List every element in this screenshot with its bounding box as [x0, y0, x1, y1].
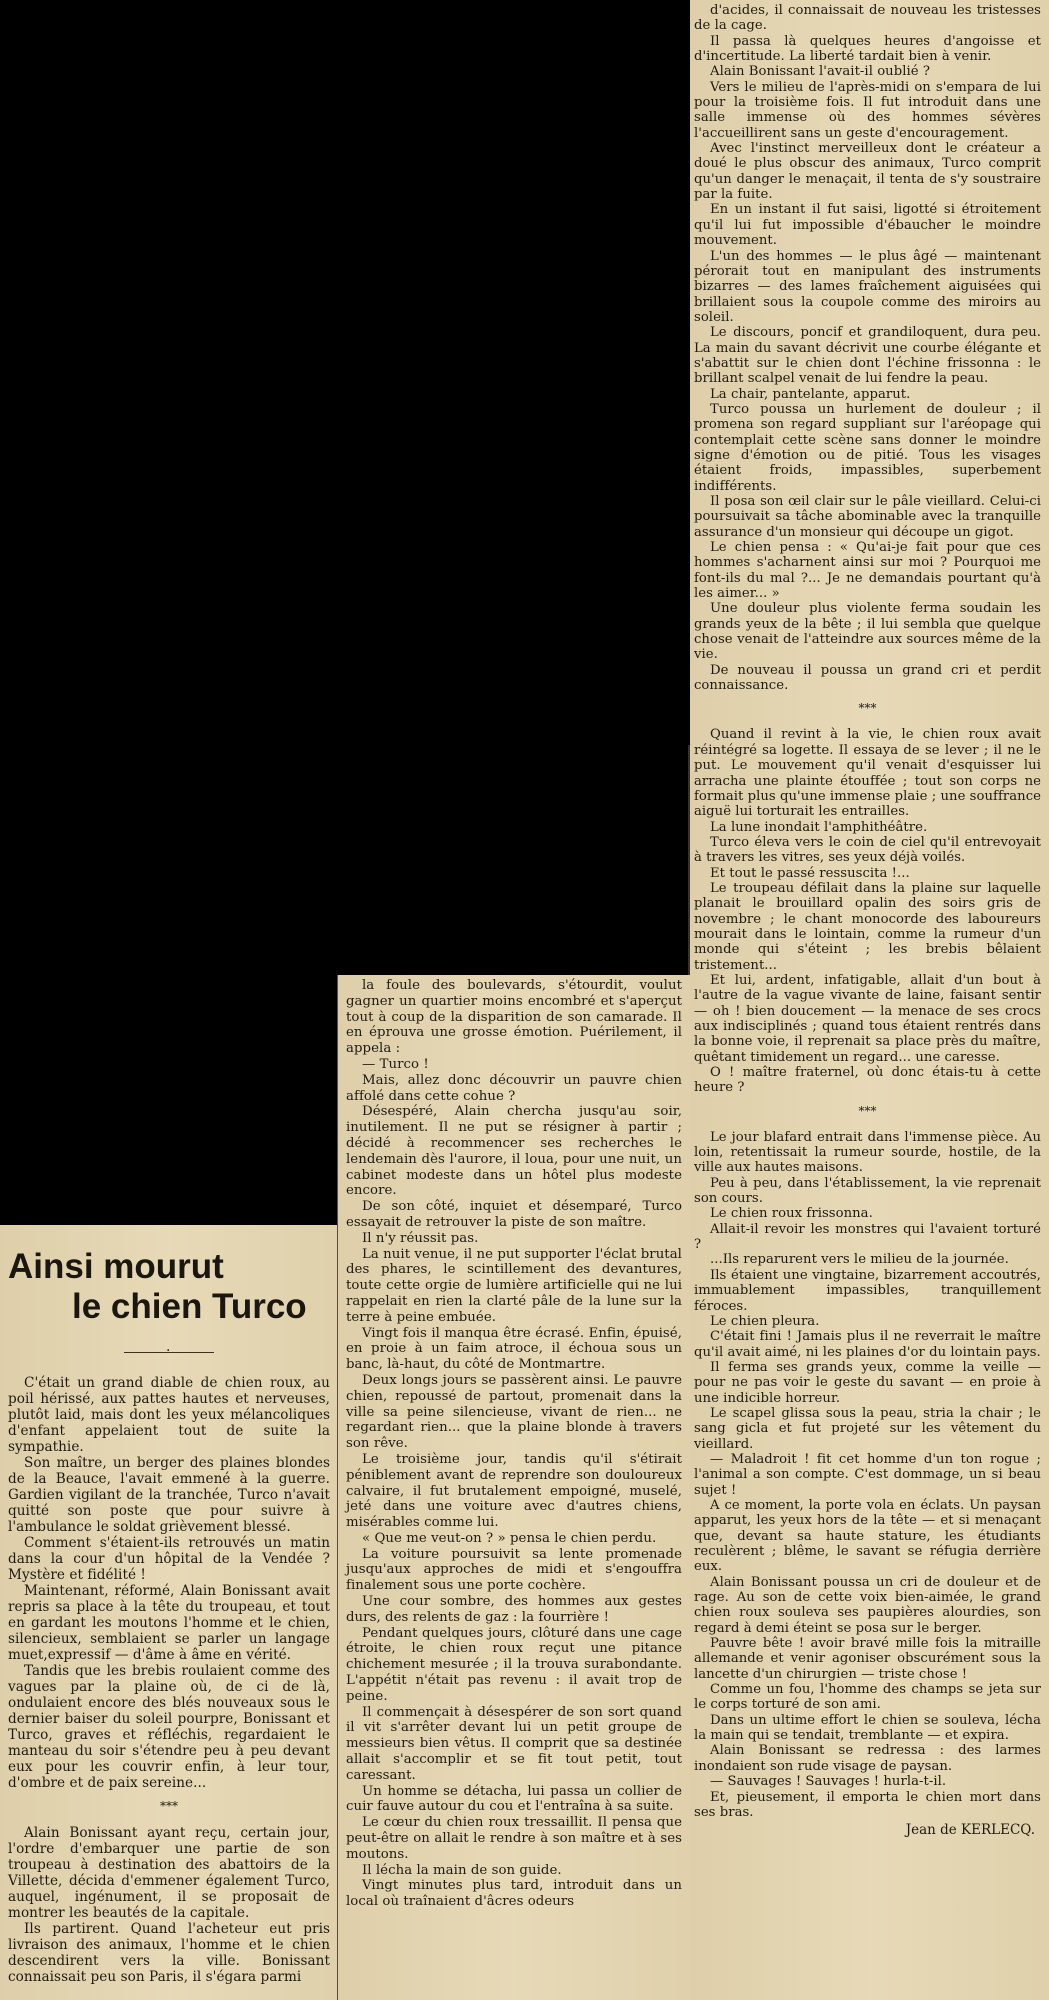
author-signature: Jean de KERLECQ.	[905, 1822, 1035, 1839]
paragraph: Le cœur du chien roux tressaillit. Il pensa que peut-être on allait le rendre à son maître et à ses moutons.	[346, 1815, 682, 1862]
paragraph: Vingt fois il manqua être écrasé. Enfin, épuisé, en proie à un faim atroce, il échoua sous un banc, là-haut, du côté de Montmartre.	[346, 1325, 682, 1373]
paragraph: Pendant quelques jours, clôturé dans une cage étroite, le chien roux reçut une pitance chichement mesurée ; il la trouva surabondante. L'appétit n'était pas revenu : il avait trop de peine.	[346, 1625, 682, 1704]
paragraph: Une douleur plus violente ferma soudain les grands yeux de la bête ; il lui sembla que quelque chose venait de l'atteindre aux sources même de la vie.	[694, 601, 1041, 663]
paragraph: — Turco !	[362, 1056, 429, 1072]
paragraph: La voiture poursuivit sa lente promenade jusqu'aux approches de midi et s'engouffra finalement sous une porte cochère.	[346, 1546, 682, 1594]
clipping-column-3	[690, 0, 1049, 2000]
section-separator: ***	[160, 1799, 178, 1813]
paragraph: La chair, pantelante, apparut.	[710, 386, 911, 402]
paragraph: La lune inondait l'amphithéâtre.	[710, 819, 928, 835]
paragraph: Alain Bonissant ayant reçu, certain jour, l'ordre d'embarquer une partie de son troupeau à destination des abattoirs de la Villette, décida d'emmener également Turco, auquel, ingénument, il se proposait de montrer les beautés de la capitale.	[8, 1825, 330, 1921]
paragraph: Comme un fou, l'homme des champs se jeta sur le corps torturé de son ami.	[694, 1682, 1041, 1713]
paragraph: Vingt minutes plus tard, introduit dans un local où traînaient d'âcres odeurs	[346, 1878, 682, 1910]
paragraph: « Que me veut-on ? » pensa le chien perdu.	[362, 1530, 657, 1546]
title-ornament	[124, 1347, 214, 1357]
paragraph: Ils partirent. Quand l'acheteur eut pris livraison des animaux, l'homme et le chien descendirent vers la ville. Bonissant connaissait peu son Paris, il s'égara parmi	[8, 1921, 330, 1985]
paragraph: Le troisième jour, tandis qu'il s'étirait péniblement avant de reprendre son douloureux calvaire, il fut brutalement empoigné, muselé, jeté dans une voiture avec d'autres chiens, misérables comme lui.	[346, 1451, 682, 1531]
paragraph: En un instant il fut saisi, ligotté si étroitement qu'il lui fut impossible d'ébaucher le moindre mouvement.	[694, 202, 1041, 249]
paragraph: Le discours, poncif et grandiloquent, dura peu. La main du savant décrivit une courbe élégante et s'abattit sur le chien dont l'échine frissonna : le brillant scalpel venait de lui fendre la peau.	[694, 325, 1041, 387]
column-divider	[337, 975, 338, 2000]
paragraph: Turco poussa un hurlement de douleur ; il promena son regard suppliant sur l'aréopage qui contemplait cette scène sans donner le moindre signe d'émotion ou de pitié. Tous les visages étaient froids, impassibles, superbement indifférents.	[694, 401, 1041, 494]
paragraph: De son côté, inquiet et désemparé, Turco essayait de retrouver la piste de son maître.	[346, 1199, 682, 1230]
paragraph: Le chien pensa : « Qu'ai-je fait pour que ces hommes s'acharnent ainsi sur moi ? Pourquoi me font-ils du mal ?... Je ne demandais pourtant qu'à les aimer... »	[694, 540, 1041, 602]
column-3-text	[694, 3, 1041, 2000]
paragraph: Pauvre bête ! avoir bravé mille fois la mitraille allemande et venir agoniser obscurément sous la lancette d'un chirurgien — triste chose !	[694, 1636, 1041, 1682]
paragraph: A ce moment, la porte vola en éclats. Un paysan apparut, les yeux hors de la tête — et si menaçant que, devant sa haute stature, les étudiants reculèrent ; blême, le savant se réfugia derrière eux.	[694, 1497, 1041, 1575]
clipping-column-1	[0, 1225, 338, 2000]
paragraph: Il commençait à désespérer de son sort quand il vit s'arrêter devant lui un petit groupe de messieurs bien vêtus. Il comprit que sa destinée allait s'accomplir et se fit tout petit, tout caressant.	[346, 1704, 682, 1783]
paragraph: Désespéré, Alain chercha jusqu'au soir, inutilement. Il ne put se résigner à partir ; décidé à recommencer ses recherches le lendemain dès l'aurore, il loua, pour une nuit, un cabinet modeste dans un hôtel plus modeste encore.	[346, 1104, 682, 1199]
column-2-text	[346, 978, 682, 2000]
paragraph: Turco éleva vers le coin de ciel qu'il entrevoyait à travers les vitres, ses yeux déjà voilés.	[694, 834, 1041, 866]
paragraph: Et, pieusement, il emporta le chien mort dans ses bras.	[694, 1789, 1041, 1820]
paragraph: Son maître, un berger des plaines blondes de la Beauce, l'avait emmené à la guerre. Gardien vigilant de la tranchée, Turco n'avait quitté son poste que pour suivre à l'ambulance le soldat grièvement blessé.	[8, 1455, 330, 1535]
paragraph: d'acides, il connaissait de nouveau les tristesses de la cage.	[694, 3, 1041, 34]
paragraph: Il passa là quelques heures d'angoisse et d'incertitude. La liberté tardait bien à venir.	[694, 33, 1041, 65]
title-line-2: le chien Turco	[72, 1287, 307, 1326]
paragraph: Il ferma ses grands yeux, comme la veille — pour ne pas voir le geste du savant — en proie à une indicible horreur.	[694, 1359, 1041, 1406]
paragraph: Et lui, ardent, infatigable, allait d'un bout à l'autre de la vague vivante de laine, faisant sentir — oh ! bien doucement — la menace de ses crocs aux indisciplinés ; quand tous étaient rentrés dans la bonne voie, il reprenait sa place près du maître, quêtant timidement un regard... une caresse.	[694, 972, 1041, 1065]
paragraph: Mais, allez donc découvrir un pauvre chien affolé dans cette cohue ?	[346, 1072, 682, 1104]
paragraph: Alain Bonissant se redressa : des larmes inondaient son rude visage de paysan.	[694, 1743, 1041, 1774]
column-1-text	[8, 1239, 330, 2000]
paragraph: — Sauvages ! Sauvages ! hurla-t-il.	[710, 1774, 947, 1790]
paragraph: Il posa son œil clair sur le pâle vieillard. Celui-ci poursuivait sa tâche abominable avec la tranquille assurance d'un monsieur qui découpe un gigot.	[694, 494, 1041, 540]
paragraph: Deux longs jours se passèrent ainsi. Le pauvre chien, repoussé de partout, promenait dans la ville sa peine silencieuse, vivant de rien... ne regardant rien... que la plaine blonde à travers son rêve.	[346, 1372, 682, 1452]
paragraph: Le scapel glissa sous la peau, stria la chair ; le sang gicla et fut projeté sur les vêtement du vieillard.	[694, 1405, 1041, 1452]
title-line-1: Ainsi mourut	[8, 1247, 224, 1286]
paragraph: Peu à peu, dans l'établissement, la vie reprenait son cours.	[694, 1175, 1041, 1207]
paragraph: La nuit venue, il ne put supporter l'éclat brutal des phares, le scintillement des devantures, toute cette orgie de lumière artificielle qui ne lui rappelait en rien la clarté pâle de la lune sur la terre à peine embuée.	[346, 1246, 682, 1325]
paragraph: Avec l'instinct merveilleux dont le créateur a doué le plus obscur des animaux, Turco comprit qu'un danger le menaçait, il tenta de s'y soustraire par la fuite.	[694, 141, 1041, 203]
paragraph: L'un des hommes — le plus âgé — maintenant pérorait tout en manipulant des instruments bizarres — des lames fraîchement aiguisées qui brillaient sous la coupole comme des miroirs au soleil.	[694, 248, 1041, 325]
paragraph: C'était un grand diable de chien roux, au poil hérissé, aux pattes hautes et nerveuses, plutôt laid, mais dont les yeux mélancoliques d'enfant appelaient tout de suite la sympathie.	[8, 1375, 330, 1455]
paragraph: Vers le milieu de l'après-midi on s'empara de lui pour la troisième fois. Il fut introduit dans une salle immense où des hommes sévères l'accueillirent sans un geste d'encouragement.	[694, 79, 1041, 141]
paragraph: Alain Bonissant poussa un cri de douleur et de rage. Au son de cette voix bien-aimée, le grand chien roux souleva ses paupières alourdies, son regard à demi éteint se posa sur le berger.	[694, 1574, 1041, 1636]
paragraph: Le troupeau défilait dans la plaine sur laquelle planait le brouillard opalin des soirs gris de novembre ; le chant monocorde des laboureurs mourait dans le lointain, comme la rumeur d'un monde qui s'éteint ; les brebis bêlaient tristement...	[694, 880, 1041, 973]
clipping-column-2	[338, 975, 690, 2000]
paragraph: Le chien roux frissonna.	[710, 1206, 873, 1222]
paragraph: C'était fini ! Jamais plus il ne reverrait le maître qu'il avait aimé, ni les plaines d'or du lointain pays.	[694, 1329, 1041, 1360]
paragraph: Il n'y réussit pas.	[362, 1230, 479, 1246]
paragraph: Alain Bonissant l'avait-il oublié ?	[710, 64, 930, 80]
paragraph: Quand il revint à la vie, le chien roux avait réintégré sa logette. Il essaya de se lever ; il ne le put. Le mouvement qu'il venait d'esquisser lui arracha une plainte étouffée ; tout son corps ne formait plus qu'une immense plaie ; une souffrance aiguë lui torturait les entrailles.	[694, 727, 1041, 820]
paragraph: ...Ils reparurent vers le milieu de la journée.	[710, 1252, 1009, 1268]
paragraph: Le jour blafard entrait dans l'immense pièce. Au loin, retentissait la rumeur sourde, hostile, de la ville aux hautes maisons.	[694, 1129, 1041, 1176]
section-separator: ***	[858, 701, 877, 716]
paragraph: Comment s'étaient-ils retrouvés un matin dans la cour d'un hôpital de la Vendée ? Mystère et fidélité !	[8, 1535, 330, 1583]
paragraph: Ils étaient une vingtaine, bizarrement accoutrés, immuablement impassibles, tranquillement féroces.	[694, 1267, 1041, 1314]
paragraph: Tandis que les brebis roulaient comme des vagues par la plaine où, de ci de là, ondulaient encore des blés nouveaux sous le dernier baiser du soleil pourpre, Bonissant et Turco, graves et réfléchis, regardaient le manteau du soir s'étendre peu à peu devant eux pour les couvrir enfin, à leur tour, d'ombre et de paix sereine...	[8, 1663, 330, 1791]
section-separator: ***	[858, 1103, 877, 1118]
paragraph: Allait-il revoir les monstres qui l'avaient torturé ?	[694, 1221, 1041, 1253]
paragraph: Une cour sombre, des hommes aux gestes durs, des relents de gaz : la fourrière !	[346, 1594, 682, 1625]
paragraph: Le chien pleura.	[710, 1313, 820, 1329]
paragraph: Il lécha la main de son guide.	[362, 1862, 562, 1878]
paragraph: Maintenant, réformé, Alain Bonissant avait repris sa place à la tête du troupeau, et tout en gardant les moutons l'homme et le chien, silencieux, semblaient se parler un langage muet,expressif — d'âme à âme en vérité.	[8, 1583, 330, 1663]
article-title	[8, 1247, 330, 1327]
paragraph: Et tout le passé ressuscita !...	[710, 865, 910, 881]
paragraph: Un homme se détacha, lui passa un collier de cuir fauve autour du cou et l'entraîna à sa suite.	[346, 1783, 682, 1815]
paragraph: Dans un ultime effort le chien se souleva, lécha la main qui se tendait, tremblante — et expira.	[694, 1712, 1041, 1744]
paragraph: De nouveau il poussa un grand cri et perdit connaissance.	[694, 662, 1041, 694]
paragraph: la foule des boulevards, s'étourdit, voulut gagner un quartier moins encombré et s'aperçut tout à coup de la disparition de son camarade. Il en éprouva une grosse émotion. Puérilement, il appela :	[346, 978, 682, 1057]
paragraph: — Maladroit ! fit cet homme d'un ton rogue ; l'animal a son compte. C'est dommage, un si beau sujet !	[694, 1451, 1041, 1498]
paragraph: O ! maître fraternel, où donc étais-tu à cette heure ?	[694, 1065, 1041, 1096]
